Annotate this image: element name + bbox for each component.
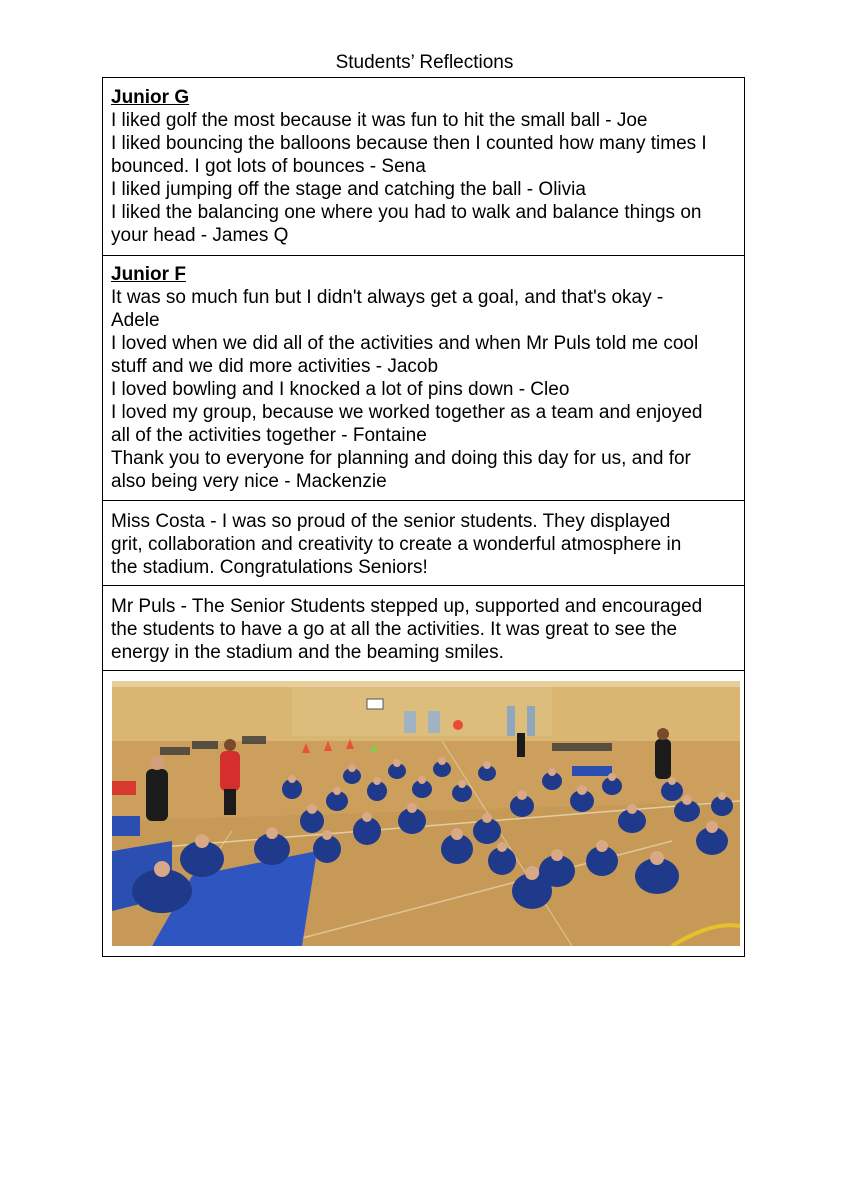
mr-puls-section: [103, 586, 744, 671]
junior-g-section: [103, 78, 744, 256]
reflection-line: It was so much fun but I didn't always get a goal, and that's okay -: [111, 287, 664, 308]
teacher-comment-line: the stadium. Congratulations Seniors!: [111, 557, 428, 578]
reflection-line: bounced. I got lots of bounces - Sena: [111, 156, 426, 177]
reflection-line: I liked the balancing one where you had to walk and balance things on: [111, 202, 702, 223]
teacher-comment-line: Mr Puls - The Senior Students stepped up, supported and encouraged: [111, 596, 703, 617]
page-title: Students’ Reflections: [335, 52, 514, 73]
reflections-table: [102, 77, 745, 957]
reflection-line: also being very nice - Mackenzie: [111, 471, 387, 492]
reflection-line: I liked jumping off the stage and catching the ball - Olivia: [111, 179, 586, 200]
students-seated-in-stadium-photo: [112, 681, 740, 946]
reflection-line: I loved bowling and I knocked a lot of pins down - Cleo: [111, 379, 570, 400]
junior-f-section: [103, 256, 744, 501]
reflection-line: Thank you to everyone for planning and doing this day for us, and for: [111, 448, 691, 469]
junior-g-heading: Junior G: [111, 87, 190, 108]
reflection-line: I loved my group, because we worked together as a team and enjoyed: [111, 402, 703, 423]
teacher-comment-line: energy in the stadium and the beaming smiles.: [111, 642, 504, 663]
reflection-line: Adele: [111, 310, 160, 331]
photo-section: [103, 671, 744, 956]
miss-costa-section: [103, 501, 744, 586]
reflection-line: stuff and we did more activities - Jacob: [111, 356, 439, 377]
reflection-line: your head - James Q: [111, 225, 289, 246]
reflection-line: all of the activities together - Fontaine: [111, 425, 427, 446]
junior-f-heading: Junior F: [111, 264, 186, 285]
reflection-line: I liked golf the most because it was fun to hit the small ball - Joe: [111, 110, 648, 131]
reflection-line: I liked bouncing the balloons because then I counted how many times I: [111, 133, 707, 154]
teacher-comment-line: Miss Costa - I was so proud of the senior students. They displayed: [111, 511, 671, 532]
reflection-line: I loved when we did all of the activities and when Mr Puls told me cool: [111, 333, 699, 354]
teacher-comment-line: grit, collaboration and creativity to create a wonderful atmosphere in: [111, 534, 682, 555]
teacher-comment-line: the students to have a go at all the activities. It was great to see the: [111, 619, 678, 640]
